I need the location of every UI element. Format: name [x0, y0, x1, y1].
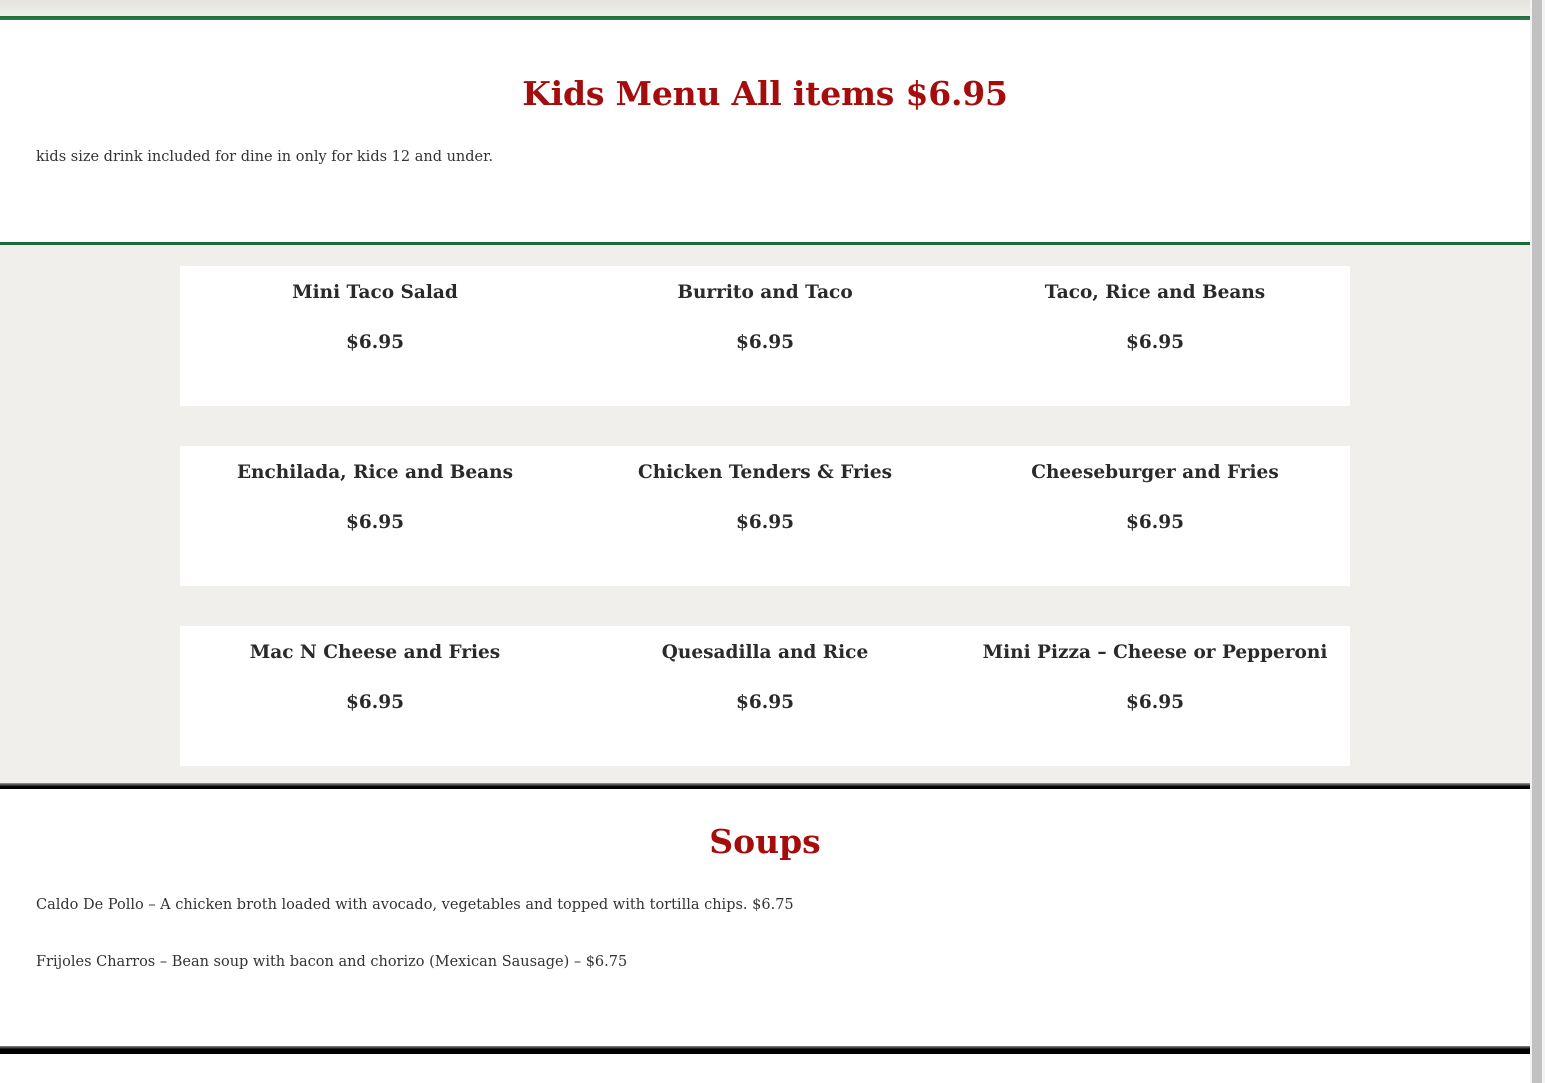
menu-item-name: Enchilada, Rice and Beans	[236, 462, 514, 483]
bottom-divider	[0, 1046, 1530, 1054]
menu-item-price: $6.95	[736, 512, 794, 533]
menu-row	[180, 446, 1350, 586]
menu-item-price: $6.95	[1126, 332, 1184, 353]
menu-item-price: $6.95	[736, 692, 794, 713]
menu-item	[960, 626, 1350, 766]
vertical-scrollbar[interactable]	[1530, 0, 1545, 1083]
top-green-divider	[0, 16, 1530, 20]
kids-menu-section	[0, 245, 1530, 783]
menu-item	[180, 626, 570, 766]
menu-item-price: $6.95	[346, 692, 404, 713]
menu-item-price: $6.95	[1126, 692, 1184, 713]
menu-item	[570, 446, 960, 586]
menu-item-name: Mini Pizza – Cheese or Pepperoni	[982, 642, 1328, 663]
menu-item-price: $6.95	[346, 512, 404, 533]
menu-row	[180, 266, 1350, 406]
menu-item-name: Chicken Tenders & Fries	[637, 462, 893, 483]
menu-item-price: $6.95	[1126, 512, 1184, 533]
soup-item: Frijoles Charros – Bean soup with bacon and chorizo (Mexican Sausage) – $6.75	[36, 954, 628, 970]
scrollbar-thumb[interactable]	[1532, 0, 1542, 1083]
menu-item	[570, 626, 960, 766]
menu-item-name: Taco, Rice and Beans	[1044, 282, 1266, 303]
menu-item-name: Mini Taco Salad	[292, 282, 458, 303]
menu-item-name: Burrito and Taco	[677, 282, 853, 303]
menu-item	[180, 446, 570, 586]
menu-item-price: $6.95	[346, 332, 404, 353]
menu-item-name: Quesadilla and Rice	[661, 642, 869, 663]
menu-item	[960, 446, 1350, 586]
menu-item	[180, 266, 570, 406]
soup-item: Caldo De Pollo – A chicken broth loaded with avocado, vegetables and topped with tortilla chips. $6.75	[36, 897, 794, 913]
top-strip	[0, 0, 1530, 16]
menu-item	[570, 266, 960, 406]
kids-menu-title: Kids Menu All items $6.95	[522, 74, 1008, 113]
menu-item	[960, 266, 1350, 406]
soups-title: Soups	[709, 822, 821, 861]
menu-row	[180, 626, 1350, 766]
menu-item-name: Cheeseburger and Fries	[1031, 462, 1279, 483]
menu-item-price: $6.95	[736, 332, 794, 353]
menu-item-name: Mac N Cheese and Fries	[249, 642, 501, 663]
section-divider	[0, 783, 1530, 789]
kids-menu-note: kids size drink included for dine in only for kids 12 and under.	[36, 149, 494, 165]
